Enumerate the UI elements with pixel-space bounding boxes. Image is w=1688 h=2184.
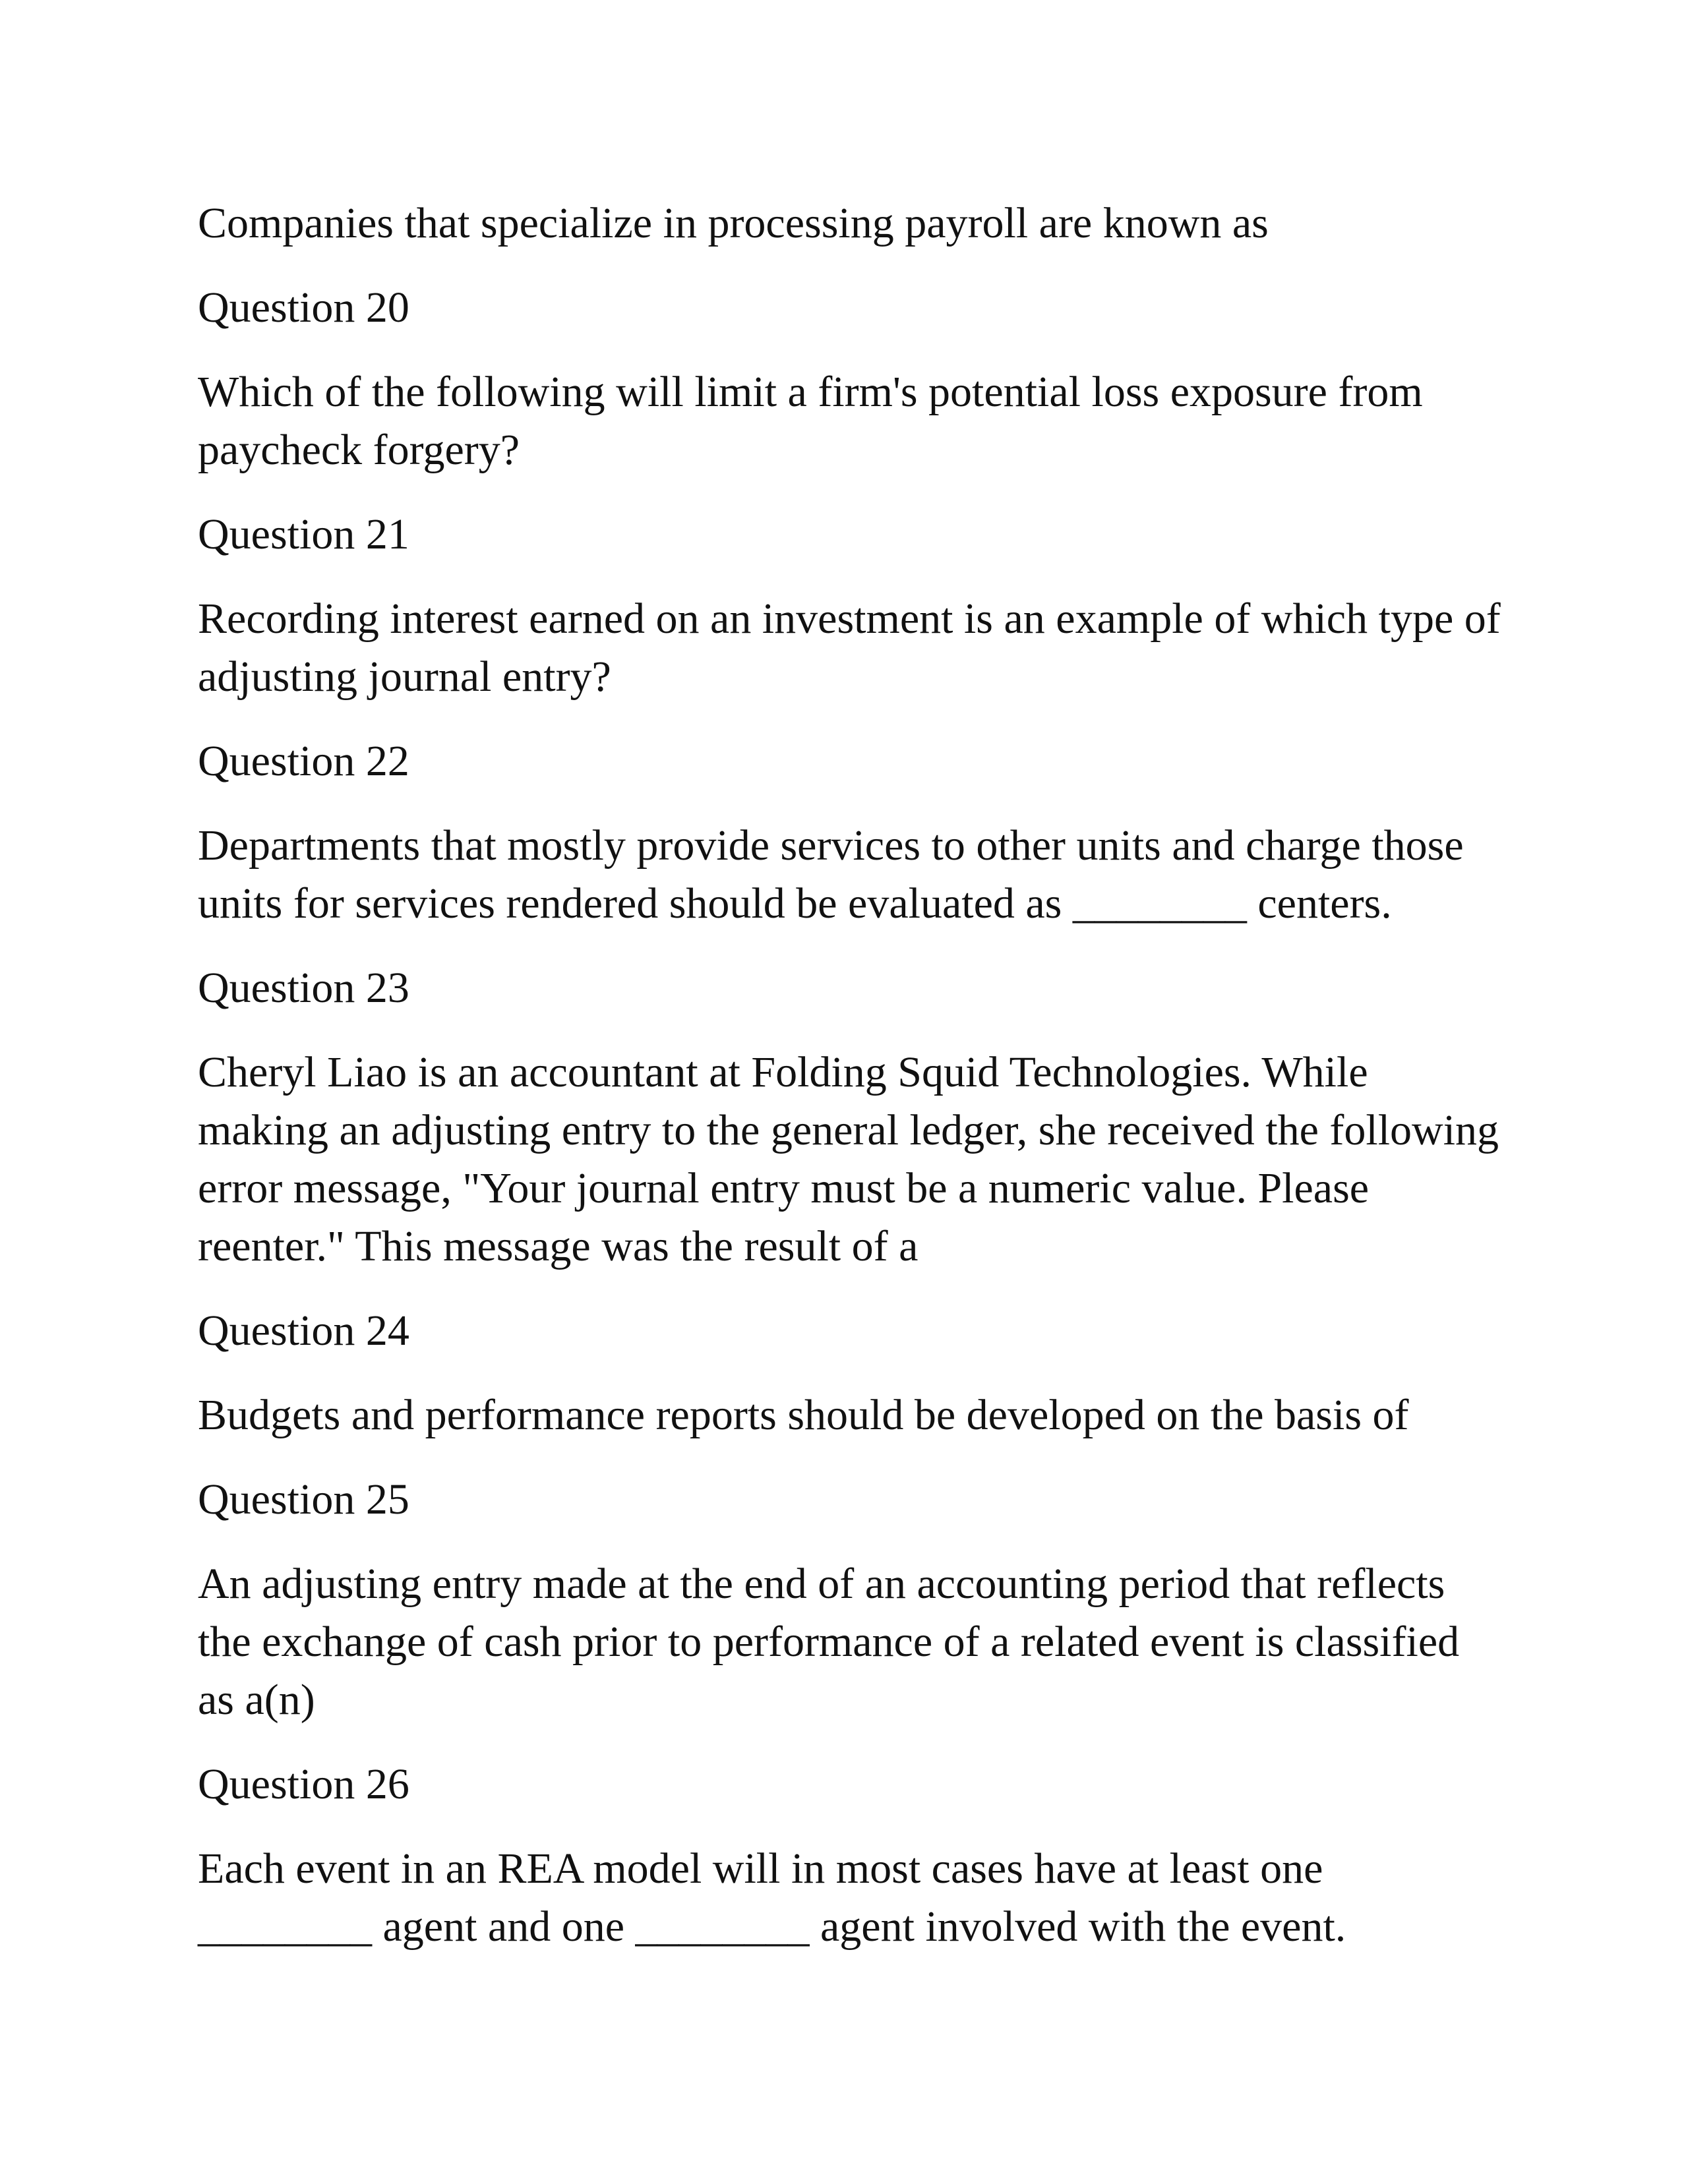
- question-text: An adjusting entry made at the end of an accounting period that reflects the exchange of cash prior to performance of a related event is classified as a(n): [198, 1560, 1460, 1724]
- question-label: Question 21: [198, 510, 409, 558]
- question-label: Question 20: [198, 283, 409, 332]
- question-label: Question 25: [198, 1475, 409, 1523]
- question-label: Question 24: [198, 1307, 409, 1355]
- question-text: Which of the following will limit a firm's potential loss exposure from paycheck forgery?: [198, 368, 1423, 474]
- question-list: [198, 194, 1503, 1956]
- question-text: Cheryl Liao is an accountant at Folding Squid Technologies. While making an adjusting entry to the general ledger, she received the following error message, "Your journal entry must be a numeric value. Please reenter." This message was the result of a: [198, 1048, 1499, 1270]
- question-text: Budgets and performance reports should be developed on the basis of: [198, 1391, 1409, 1439]
- question-text: Each event in an REA model will in most cases have at least one ________ agent and one ________ agent involved with the event.: [198, 1845, 1346, 1951]
- question-label: Question 26: [198, 1760, 409, 1808]
- question-label: Question 23: [198, 964, 409, 1012]
- question-text: Recording interest earned on an investment is an example of which type of adjusting journal entry?: [198, 595, 1501, 701]
- question-label: Question 22: [198, 737, 409, 785]
- question-text: Companies that specialize in processing payroll are known as: [198, 199, 1269, 247]
- question-text: Departments that mostly provide services to other units and charge those units for services rendered should be evaluated as ________ centers.: [198, 821, 1464, 928]
